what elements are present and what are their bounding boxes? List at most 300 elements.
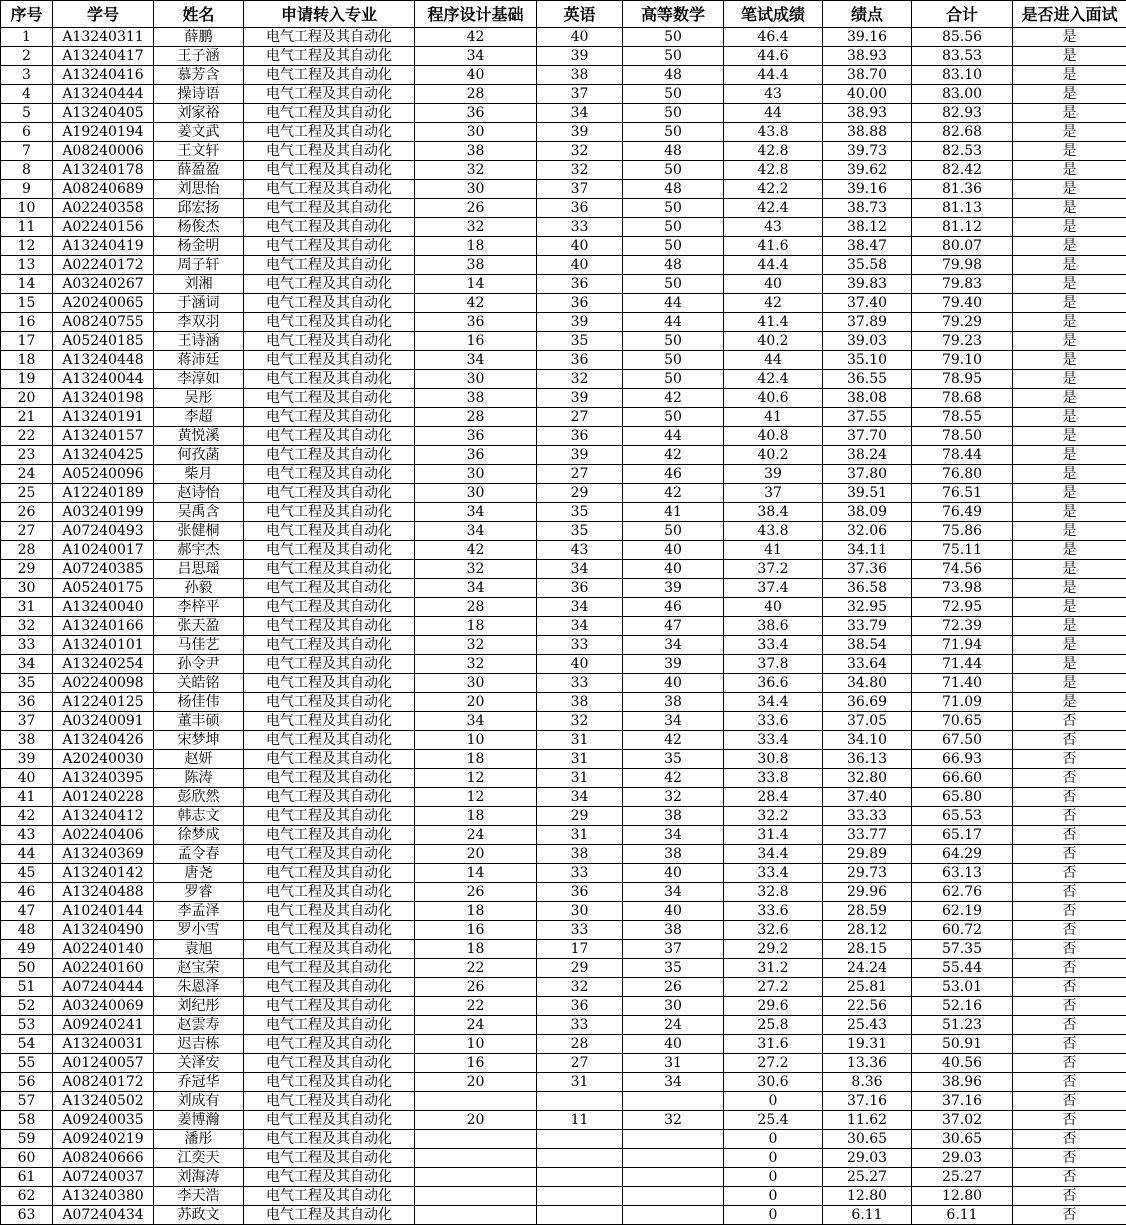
cell-programming: 30 bbox=[415, 370, 537, 389]
cell-english: 33 bbox=[537, 636, 623, 655]
cell-gpa: 28.59 bbox=[823, 902, 912, 921]
cell-name: 赵诗怡 bbox=[154, 484, 244, 503]
cell-gpa: 39.73 bbox=[823, 142, 912, 161]
cell-interview: 否 bbox=[1013, 959, 1126, 978]
cell-programming: 34 bbox=[415, 47, 537, 66]
cell-name: 袁旭 bbox=[154, 940, 244, 959]
cell-interview: 否 bbox=[1013, 1130, 1126, 1149]
cell-programming: 32 bbox=[415, 636, 537, 655]
cell-math: 50 bbox=[623, 370, 724, 389]
cell-student-id: A03240069 bbox=[53, 997, 154, 1016]
cell-english: 39 bbox=[537, 47, 623, 66]
cell-english: 35 bbox=[537, 503, 623, 522]
cell-english: 34 bbox=[537, 560, 623, 579]
cell-interview: 否 bbox=[1013, 883, 1126, 902]
cell-programming: 36 bbox=[415, 427, 537, 446]
cell-target-major: 电气工程及其自动化 bbox=[244, 85, 415, 104]
cell-index: 45 bbox=[1, 864, 53, 883]
cell-english: 17 bbox=[537, 940, 623, 959]
cell-target-major: 电气工程及其自动化 bbox=[244, 351, 415, 370]
cell-student-id: A13240031 bbox=[53, 1035, 154, 1054]
table-row bbox=[1, 959, 1126, 978]
cell-english: 11 bbox=[537, 1111, 623, 1130]
cell-written-score: 31.6 bbox=[724, 1035, 823, 1054]
cell-gpa: 38.93 bbox=[823, 47, 912, 66]
cell-written-score: 42.8 bbox=[724, 161, 823, 180]
cell-math: 40 bbox=[623, 864, 724, 883]
cell-programming: 22 bbox=[415, 959, 537, 978]
cell-interview: 否 bbox=[1013, 750, 1126, 769]
cell-written-score: 37 bbox=[724, 484, 823, 503]
cell-interview: 是 bbox=[1013, 28, 1126, 47]
cell-math: 44 bbox=[623, 427, 724, 446]
cell-english: 33 bbox=[537, 1016, 623, 1035]
cell-total: 82.93 bbox=[912, 104, 1013, 123]
cell-index: 13 bbox=[1, 256, 53, 275]
cell-total: 72.39 bbox=[912, 617, 1013, 636]
cell-math: 40 bbox=[623, 560, 724, 579]
table-row bbox=[1, 579, 1126, 598]
cell-english: 36 bbox=[537, 427, 623, 446]
cell-english: 36 bbox=[537, 275, 623, 294]
cell-total: 57.35 bbox=[912, 940, 1013, 959]
cell-interview: 否 bbox=[1013, 1092, 1126, 1111]
cell-programming: 26 bbox=[415, 199, 537, 218]
cell-programming: 14 bbox=[415, 275, 537, 294]
cell-english: 43 bbox=[537, 541, 623, 560]
cell-gpa: 37.16 bbox=[823, 1092, 912, 1111]
cell-interview: 是 bbox=[1013, 332, 1126, 351]
cell-total: 40.56 bbox=[912, 1054, 1013, 1073]
cell-gpa: 33.64 bbox=[823, 655, 912, 674]
cell-total: 66.60 bbox=[912, 769, 1013, 788]
cell-english: 39 bbox=[537, 389, 623, 408]
table-row bbox=[1, 484, 1126, 503]
cell-index: 1 bbox=[1, 28, 53, 47]
cell-total: 67.50 bbox=[912, 731, 1013, 750]
cell-written-score: 25.8 bbox=[724, 1016, 823, 1035]
table-row bbox=[1, 199, 1126, 218]
cell-index: 51 bbox=[1, 978, 53, 997]
table-row bbox=[1, 1035, 1126, 1054]
cell-student-id: A13240311 bbox=[53, 28, 154, 47]
cell-programming: 42 bbox=[415, 28, 537, 47]
cell-total: 80.07 bbox=[912, 237, 1013, 256]
table-row bbox=[1, 161, 1126, 180]
table-row bbox=[1, 864, 1126, 883]
cell-total: 65.53 bbox=[912, 807, 1013, 826]
cell-index: 4 bbox=[1, 85, 53, 104]
cell-math: 32 bbox=[623, 788, 724, 807]
cell-gpa: 39.51 bbox=[823, 484, 912, 503]
cell-target-major: 电气工程及其自动化 bbox=[244, 446, 415, 465]
cell-gpa: 36.55 bbox=[823, 370, 912, 389]
cell-student-id: A13240380 bbox=[53, 1187, 154, 1206]
header-index: 序号 bbox=[1, 1, 53, 28]
cell-math: 50 bbox=[623, 47, 724, 66]
cell-index: 48 bbox=[1, 921, 53, 940]
cell-math: 38 bbox=[623, 693, 724, 712]
cell-written-score: 29.2 bbox=[724, 940, 823, 959]
cell-gpa: 39.16 bbox=[823, 28, 912, 47]
cell-target-major: 电气工程及其自动化 bbox=[244, 674, 415, 693]
cell-total: 81.13 bbox=[912, 199, 1013, 218]
cell-english: 38 bbox=[537, 693, 623, 712]
cell-english: 29 bbox=[537, 807, 623, 826]
cell-interview: 是 bbox=[1013, 655, 1126, 674]
table-row bbox=[1, 522, 1126, 541]
cell-programming: 20 bbox=[415, 845, 537, 864]
cell-name: 苏政文 bbox=[154, 1206, 244, 1225]
cell-english: 30 bbox=[537, 902, 623, 921]
cell-total: 83.00 bbox=[912, 85, 1013, 104]
table-row bbox=[1, 1168, 1126, 1187]
cell-math: 44 bbox=[623, 313, 724, 332]
cell-math: 34 bbox=[623, 883, 724, 902]
cell-interview: 是 bbox=[1013, 256, 1126, 275]
cell-english: 29 bbox=[537, 484, 623, 503]
cell-written-score: 42.4 bbox=[724, 199, 823, 218]
cell-index: 42 bbox=[1, 807, 53, 826]
cell-math: 37 bbox=[623, 940, 724, 959]
cell-student-id: A12240189 bbox=[53, 484, 154, 503]
cell-target-major: 电气工程及其自动化 bbox=[244, 199, 415, 218]
cell-english: 32 bbox=[537, 712, 623, 731]
cell-student-id: A13240490 bbox=[53, 921, 154, 940]
cell-target-major: 电气工程及其自动化 bbox=[244, 541, 415, 560]
cell-student-id: A13240369 bbox=[53, 845, 154, 864]
cell-index: 47 bbox=[1, 902, 53, 921]
cell-interview: 否 bbox=[1013, 769, 1126, 788]
cell-math: 38 bbox=[623, 807, 724, 826]
cell-name: 江奕天 bbox=[154, 1149, 244, 1168]
cell-math: 34 bbox=[623, 712, 724, 731]
cell-student-id: A13240044 bbox=[53, 370, 154, 389]
cell-english: 33 bbox=[537, 864, 623, 883]
cell-name: 黄悦溪 bbox=[154, 427, 244, 446]
cell-written-score: 41 bbox=[724, 541, 823, 560]
cell-programming: 12 bbox=[415, 788, 537, 807]
cell-target-major: 电气工程及其自动化 bbox=[244, 484, 415, 503]
cell-written-score: 36.6 bbox=[724, 674, 823, 693]
cell-interview: 是 bbox=[1013, 579, 1126, 598]
cell-index: 10 bbox=[1, 199, 53, 218]
cell-index: 2 bbox=[1, 47, 53, 66]
cell-target-major: 电气工程及其自动化 bbox=[244, 845, 415, 864]
cell-math: 46 bbox=[623, 598, 724, 617]
cell-index: 14 bbox=[1, 275, 53, 294]
cell-gpa: 38.47 bbox=[823, 237, 912, 256]
cell-programming: 20 bbox=[415, 1073, 537, 1092]
cell-student-id: A13240254 bbox=[53, 655, 154, 674]
cell-programming: 26 bbox=[415, 883, 537, 902]
cell-english: 36 bbox=[537, 294, 623, 313]
cell-programming: 30 bbox=[415, 674, 537, 693]
cell-gpa: 29.89 bbox=[823, 845, 912, 864]
cell-math: 40 bbox=[623, 541, 724, 560]
cell-student-id: A01240057 bbox=[53, 1054, 154, 1073]
cell-english bbox=[537, 1168, 623, 1187]
cell-gpa: 22.56 bbox=[823, 997, 912, 1016]
cell-written-score: 0 bbox=[724, 1168, 823, 1187]
cell-math: 31 bbox=[623, 1054, 724, 1073]
cell-programming: 34 bbox=[415, 712, 537, 731]
cell-math: 42 bbox=[623, 446, 724, 465]
cell-target-major: 电气工程及其自动化 bbox=[244, 940, 415, 959]
cell-name: 李超 bbox=[154, 408, 244, 427]
cell-target-major: 电气工程及其自动化 bbox=[244, 807, 415, 826]
table-row bbox=[1, 351, 1126, 370]
cell-programming: 32 bbox=[415, 161, 537, 180]
cell-name: 赵宝荣 bbox=[154, 959, 244, 978]
cell-total: 65.17 bbox=[912, 826, 1013, 845]
cell-student-id: A13240416 bbox=[53, 66, 154, 85]
table-row bbox=[1, 560, 1126, 579]
header-row bbox=[1, 1, 1126, 28]
cell-english: 28 bbox=[537, 1035, 623, 1054]
cell-index: 23 bbox=[1, 446, 53, 465]
cell-gpa: 33.33 bbox=[823, 807, 912, 826]
cell-student-id: A13240166 bbox=[53, 617, 154, 636]
cell-gpa: 38.54 bbox=[823, 636, 912, 655]
cell-student-id: A07240385 bbox=[53, 560, 154, 579]
table-row bbox=[1, 807, 1126, 826]
cell-target-major: 电气工程及其自动化 bbox=[244, 864, 415, 883]
table-row bbox=[1, 313, 1126, 332]
cell-gpa: 32.95 bbox=[823, 598, 912, 617]
cell-index: 28 bbox=[1, 541, 53, 560]
cell-programming: 42 bbox=[415, 294, 537, 313]
cell-total: 71.09 bbox=[912, 693, 1013, 712]
cell-programming: 30 bbox=[415, 465, 537, 484]
cell-programming: 18 bbox=[415, 750, 537, 769]
cell-math: 39 bbox=[623, 655, 724, 674]
cell-gpa: 36.13 bbox=[823, 750, 912, 769]
cell-english bbox=[537, 1130, 623, 1149]
cell-written-score: 42.8 bbox=[724, 142, 823, 161]
cell-total: 78.95 bbox=[912, 370, 1013, 389]
cell-written-score: 30.6 bbox=[724, 1073, 823, 1092]
cell-target-major: 电气工程及其自动化 bbox=[244, 921, 415, 940]
table-row bbox=[1, 237, 1126, 256]
cell-math bbox=[623, 1130, 724, 1149]
cell-target-major: 电气工程及其自动化 bbox=[244, 902, 415, 921]
cell-target-major: 电气工程及其自动化 bbox=[244, 617, 415, 636]
cell-name: 周子轩 bbox=[154, 256, 244, 275]
cell-student-id: A13240502 bbox=[53, 1092, 154, 1111]
cell-written-score: 0 bbox=[724, 1206, 823, 1225]
cell-written-score: 31.2 bbox=[724, 959, 823, 978]
cell-index: 35 bbox=[1, 674, 53, 693]
cell-name: 李双羽 bbox=[154, 313, 244, 332]
cell-english: 31 bbox=[537, 731, 623, 750]
header-gpa: 绩点 bbox=[823, 1, 912, 28]
cell-total: 6.11 bbox=[912, 1206, 1013, 1225]
cell-programming: 28 bbox=[415, 408, 537, 427]
cell-name: 孟令春 bbox=[154, 845, 244, 864]
cell-target-major: 电气工程及其自动化 bbox=[244, 332, 415, 351]
cell-student-id: A20240030 bbox=[53, 750, 154, 769]
cell-math: 50 bbox=[623, 104, 724, 123]
cell-english: 39 bbox=[537, 446, 623, 465]
cell-gpa: 39.16 bbox=[823, 180, 912, 199]
cell-total: 62.76 bbox=[912, 883, 1013, 902]
cell-target-major: 电气工程及其自动化 bbox=[244, 636, 415, 655]
cell-english: 27 bbox=[537, 408, 623, 427]
cell-name: 陈涛 bbox=[154, 769, 244, 788]
cell-name: 张健桐 bbox=[154, 522, 244, 541]
table-row bbox=[1, 294, 1126, 313]
cell-name: 姜博瀚 bbox=[154, 1111, 244, 1130]
cell-name: 董丰硕 bbox=[154, 712, 244, 731]
cell-total: 71.94 bbox=[912, 636, 1013, 655]
table-row bbox=[1, 788, 1126, 807]
cell-interview: 否 bbox=[1013, 1054, 1126, 1073]
cell-student-id: A02240156 bbox=[53, 218, 154, 237]
cell-math bbox=[623, 1187, 724, 1206]
cell-english: 39 bbox=[537, 313, 623, 332]
cell-gpa: 34.10 bbox=[823, 731, 912, 750]
cell-student-id: A05240175 bbox=[53, 579, 154, 598]
cell-index: 12 bbox=[1, 237, 53, 256]
cell-student-id: A07240037 bbox=[53, 1168, 154, 1187]
cell-math: 50 bbox=[623, 161, 724, 180]
cell-target-major: 电气工程及其自动化 bbox=[244, 788, 415, 807]
cell-total: 30.65 bbox=[912, 1130, 1013, 1149]
cell-index: 40 bbox=[1, 769, 53, 788]
cell-gpa: 39.03 bbox=[823, 332, 912, 351]
cell-english: 34 bbox=[537, 617, 623, 636]
cell-target-major: 电气工程及其自动化 bbox=[244, 1130, 415, 1149]
cell-english: 37 bbox=[537, 85, 623, 104]
cell-english: 34 bbox=[537, 788, 623, 807]
cell-english: 29 bbox=[537, 959, 623, 978]
cell-programming: 16 bbox=[415, 332, 537, 351]
cell-programming: 40 bbox=[415, 66, 537, 85]
cell-english: 33 bbox=[537, 674, 623, 693]
cell-interview: 是 bbox=[1013, 389, 1126, 408]
cell-index: 11 bbox=[1, 218, 53, 237]
cell-target-major: 电气工程及其自动化 bbox=[244, 655, 415, 674]
cell-target-major: 电气工程及其自动化 bbox=[244, 104, 415, 123]
cell-programming: 34 bbox=[415, 522, 537, 541]
cell-programming: 18 bbox=[415, 940, 537, 959]
header-english: 英语 bbox=[537, 1, 623, 28]
cell-target-major: 电气工程及其自动化 bbox=[244, 161, 415, 180]
cell-english bbox=[537, 1092, 623, 1111]
cell-interview: 否 bbox=[1013, 864, 1126, 883]
cell-math: 50 bbox=[623, 199, 724, 218]
cell-total: 83.53 bbox=[912, 47, 1013, 66]
cell-gpa: 38.70 bbox=[823, 66, 912, 85]
cell-programming: 10 bbox=[415, 1035, 537, 1054]
cell-written-score: 39 bbox=[724, 465, 823, 484]
cell-programming: 20 bbox=[415, 1111, 537, 1130]
cell-index: 20 bbox=[1, 389, 53, 408]
cell-student-id: A08240006 bbox=[53, 142, 154, 161]
cell-student-id: A09240219 bbox=[53, 1130, 154, 1149]
cell-programming: 18 bbox=[415, 237, 537, 256]
cell-interview: 是 bbox=[1013, 275, 1126, 294]
cell-interview: 是 bbox=[1013, 142, 1126, 161]
cell-target-major: 电气工程及其自动化 bbox=[244, 256, 415, 275]
cell-interview: 是 bbox=[1013, 313, 1126, 332]
cell-student-id: A08240689 bbox=[53, 180, 154, 199]
cell-interview: 是 bbox=[1013, 180, 1126, 199]
cell-total: 70.65 bbox=[912, 712, 1013, 731]
cell-written-score: 46.4 bbox=[724, 28, 823, 47]
cell-written-score: 40 bbox=[724, 275, 823, 294]
cell-math: 48 bbox=[623, 180, 724, 199]
cell-programming: 42 bbox=[415, 541, 537, 560]
cell-name: 孙毅 bbox=[154, 579, 244, 598]
cell-programming: 38 bbox=[415, 256, 537, 275]
cell-student-id: A09240241 bbox=[53, 1016, 154, 1035]
cell-name: 吕思瑶 bbox=[154, 560, 244, 579]
cell-math: 42 bbox=[623, 769, 724, 788]
cell-english: 34 bbox=[537, 598, 623, 617]
cell-programming: 38 bbox=[415, 389, 537, 408]
table-row bbox=[1, 389, 1126, 408]
cell-total: 82.53 bbox=[912, 142, 1013, 161]
cell-programming: 12 bbox=[415, 769, 537, 788]
cell-gpa: 13.36 bbox=[823, 1054, 912, 1073]
cell-written-score: 43.8 bbox=[724, 522, 823, 541]
header-total: 合计 bbox=[912, 1, 1013, 28]
cell-target-major: 电气工程及其自动化 bbox=[244, 1035, 415, 1054]
table-row bbox=[1, 104, 1126, 123]
cell-index: 52 bbox=[1, 997, 53, 1016]
cell-programming: 28 bbox=[415, 85, 537, 104]
cell-programming: 34 bbox=[415, 503, 537, 522]
table-row bbox=[1, 883, 1126, 902]
table-row bbox=[1, 66, 1126, 85]
cell-student-id: A13240488 bbox=[53, 883, 154, 902]
cell-english: 31 bbox=[537, 750, 623, 769]
table-row bbox=[1, 674, 1126, 693]
cell-interview: 否 bbox=[1013, 845, 1126, 864]
cell-name: 蒋沛廷 bbox=[154, 351, 244, 370]
cell-gpa: 36.58 bbox=[823, 579, 912, 598]
cell-gpa: 36.69 bbox=[823, 693, 912, 712]
cell-math: 48 bbox=[623, 66, 724, 85]
table-row bbox=[1, 446, 1126, 465]
table-row bbox=[1, 332, 1126, 351]
cell-target-major: 电气工程及其自动化 bbox=[244, 1111, 415, 1130]
cell-gpa: 24.24 bbox=[823, 959, 912, 978]
cell-index: 41 bbox=[1, 788, 53, 807]
cell-total: 72.95 bbox=[912, 598, 1013, 617]
cell-total: 60.72 bbox=[912, 921, 1013, 940]
cell-total: 71.44 bbox=[912, 655, 1013, 674]
cell-english: 27 bbox=[537, 1054, 623, 1073]
cell-index: 62 bbox=[1, 1187, 53, 1206]
cell-gpa: 32.80 bbox=[823, 769, 912, 788]
cell-written-score: 40.2 bbox=[724, 332, 823, 351]
cell-name: 刘成有 bbox=[154, 1092, 244, 1111]
cell-student-id: A02240406 bbox=[53, 826, 154, 845]
cell-index: 58 bbox=[1, 1111, 53, 1130]
cell-student-id: A13240395 bbox=[53, 769, 154, 788]
cell-interview: 是 bbox=[1013, 104, 1126, 123]
cell-total: 71.40 bbox=[912, 674, 1013, 693]
cell-interview: 是 bbox=[1013, 503, 1126, 522]
cell-total: 81.36 bbox=[912, 180, 1013, 199]
cell-interview: 是 bbox=[1013, 427, 1126, 446]
table-row bbox=[1, 123, 1126, 142]
cell-gpa: 39.83 bbox=[823, 275, 912, 294]
cell-gpa: 37.89 bbox=[823, 313, 912, 332]
